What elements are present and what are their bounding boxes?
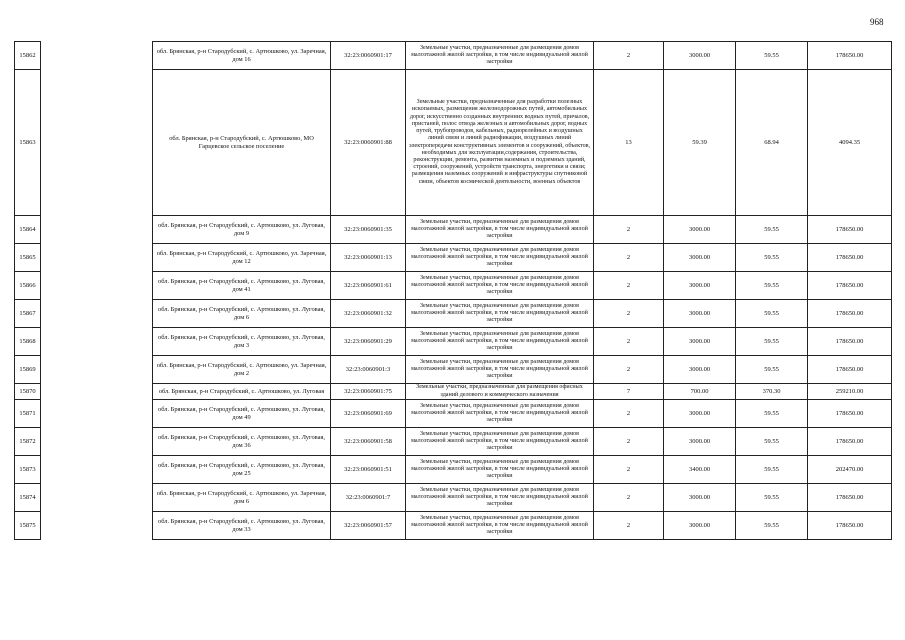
row-group-cell: 2 (594, 512, 664, 540)
table-row (15, 512, 892, 540)
row-gap-cell (41, 400, 153, 428)
row-area-cell: 3400.00 (664, 456, 736, 484)
row-address-cell: обл. Брянская, р-н Стародубский, с. Артюшково, ул. Заречная, дом 16 (153, 42, 331, 70)
row-cadastral-number-cell: 32:23:0060901:58 (331, 428, 406, 456)
row-area-cell: 59.39 (664, 70, 736, 216)
row-land-use-cell: Земельные участки, предназначенные для размещения домов малоэтажной жилой застройки, в том числе индивидуальной жилой застройки (406, 244, 594, 272)
row-area-cell: 3000.00 (664, 512, 736, 540)
row-group-cell: 2 (594, 272, 664, 300)
row-group-cell: 2 (594, 400, 664, 428)
row-address-cell: обл. Брянская, р-н Стародубский, с. Артюшково, ул. Луговая, дом 9 (153, 216, 331, 244)
row-rate-cell: 370.30 (736, 384, 808, 400)
row-id-cell: 15868 (15, 328, 41, 356)
row-area-cell: 3000.00 (664, 328, 736, 356)
row-gap-cell (41, 456, 153, 484)
row-area-cell: 3000.00 (664, 356, 736, 384)
row-value-cell: 178650.00 (808, 272, 892, 300)
row-land-use-cell: Земельные участки, предназначенные для размещения домов малоэтажной жилой застройки, в том числе индивидуальной жилой застройки (406, 42, 594, 70)
row-land-use-cell: Земельные участки, предназначенные для размещения домов малоэтажной жилой застройки, в том числе индивидуальной жилой застройки (406, 400, 594, 428)
row-area-cell: 3000.00 (664, 272, 736, 300)
row-cadastral-number-cell: 32:23:0060901:51 (331, 456, 406, 484)
row-rate-cell: 59.55 (736, 400, 808, 428)
row-area-cell: 3000.00 (664, 244, 736, 272)
row-gap-cell (41, 328, 153, 356)
row-value-cell: 178650.00 (808, 428, 892, 456)
row-address-cell: обл. Брянская, р-н Стародубский, с. Артюшково, ул. Луговая, дом 41 (153, 272, 331, 300)
row-id-cell: 15870 (15, 384, 41, 400)
row-group-cell: 2 (594, 300, 664, 328)
row-group-cell: 2 (594, 484, 664, 512)
row-cadastral-number-cell: 32:23:0060901:88 (331, 70, 406, 216)
row-land-use-cell: Земельные участки, предназначенные для размещения домов малоэтажной жилой застройки, в том числе индивидуальной жилой застройки (406, 456, 594, 484)
row-land-use-cell: Земельные участки, предназначенные для размещения домов малоэтажной жилой застройки, в том числе индивидуальной жилой застройки (406, 356, 594, 384)
row-value-cell: 178650.00 (808, 216, 892, 244)
row-address-cell: обл. Брянская, р-н Стародубский, с. Артюшково, ул. Луговая, дом 36 (153, 428, 331, 456)
row-gap-cell (41, 42, 153, 70)
row-rate-cell: 59.55 (736, 272, 808, 300)
row-value-cell: 178650.00 (808, 328, 892, 356)
row-id-cell: 15875 (15, 512, 41, 540)
row-gap-cell (41, 70, 153, 216)
row-value-cell: 259210.00 (808, 384, 892, 400)
row-address-cell: обл. Брянская, р-н Стародубский, с. Артюшково, ул. Луговая (153, 384, 331, 400)
row-rate-cell: 59.55 (736, 484, 808, 512)
table-row (15, 272, 892, 300)
table-row (15, 428, 892, 456)
row-area-cell: 3000.00 (664, 216, 736, 244)
row-area-cell: 700.00 (664, 384, 736, 400)
row-id-cell: 15864 (15, 216, 41, 244)
row-area-cell: 3000.00 (664, 484, 736, 512)
row-group-cell: 7 (594, 384, 664, 400)
row-land-use-cell: Земельные участки, предназначенные для размещения домов малоэтажной жилой застройки, в том числе индивидуальной жилой застройки (406, 272, 594, 300)
row-group-cell: 2 (594, 428, 664, 456)
row-gap-cell (41, 244, 153, 272)
row-id-cell: 15862 (15, 42, 41, 70)
table-row (15, 244, 892, 272)
row-rate-cell: 68.94 (736, 70, 808, 216)
table-row (15, 484, 892, 512)
row-id-cell: 15871 (15, 400, 41, 428)
row-cadastral-number-cell: 32:23:0060901:3 (331, 356, 406, 384)
row-group-cell: 2 (594, 328, 664, 356)
table-row (15, 328, 892, 356)
row-group-cell: 13 (594, 70, 664, 216)
cadastral-value-table (14, 41, 892, 540)
row-gap-cell (41, 512, 153, 540)
row-rate-cell: 59.55 (736, 216, 808, 244)
row-id-cell: 15872 (15, 428, 41, 456)
row-cadastral-number-cell: 32:23:0060901:61 (331, 272, 406, 300)
row-address-cell: обл. Брянская, р-н Стародубский, с. Артюшково, ул. Луговая, дом 3 (153, 328, 331, 356)
row-group-cell: 2 (594, 42, 664, 70)
row-land-use-cell: Земельные участки, предназначенные для размещения домов малоэтажной жилой застройки, в том числе индивидуальной жилой застройки (406, 512, 594, 540)
row-group-cell: 2 (594, 356, 664, 384)
row-value-cell: 178650.00 (808, 300, 892, 328)
row-land-use-cell: Земельные участки, предназначенные для размещения домов малоэтажной жилой застройки, в том числе индивидуальной жилой застройки (406, 484, 594, 512)
table-row (15, 42, 892, 70)
table-body (15, 42, 892, 540)
row-id-cell: 15865 (15, 244, 41, 272)
table-row (15, 216, 892, 244)
row-rate-cell: 59.55 (736, 42, 808, 70)
row-rate-cell: 59.55 (736, 244, 808, 272)
row-value-cell: 4094.35 (808, 70, 892, 216)
row-value-cell: 178650.00 (808, 484, 892, 512)
row-value-cell: 202470.00 (808, 456, 892, 484)
row-cadastral-number-cell: 32:23:0060901:13 (331, 244, 406, 272)
row-gap-cell (41, 484, 153, 512)
row-id-cell: 15866 (15, 272, 41, 300)
row-gap-cell (41, 300, 153, 328)
row-area-cell: 3000.00 (664, 300, 736, 328)
row-cadastral-number-cell: 32:23:0060901:75 (331, 384, 406, 400)
table-row (15, 300, 892, 328)
row-land-use-cell: Земельные участки, предназначенные для размещения домов малоэтажной жилой застройки, в том числе индивидуальной жилой застройки (406, 300, 594, 328)
row-id-cell: 15874 (15, 484, 41, 512)
row-id-cell: 15867 (15, 300, 41, 328)
row-area-cell: 3000.00 (664, 400, 736, 428)
row-gap-cell (41, 272, 153, 300)
row-area-cell: 3000.00 (664, 42, 736, 70)
row-group-cell: 2 (594, 216, 664, 244)
row-cadastral-number-cell: 32:23:0060901:7 (331, 484, 406, 512)
row-address-cell: обл. Брянская, р-н Стародубский, с. Артюшково, ул. Луговая, дом 6 (153, 300, 331, 328)
row-value-cell: 178650.00 (808, 400, 892, 428)
table-row (15, 356, 892, 384)
row-value-cell: 178650.00 (808, 244, 892, 272)
row-cadastral-number-cell: 32:23:0060901:32 (331, 300, 406, 328)
row-value-cell: 178650.00 (808, 512, 892, 540)
row-rate-cell: 59.55 (736, 428, 808, 456)
row-group-cell: 2 (594, 244, 664, 272)
row-address-cell: обл. Брянская, р-н Стародубский, с. Артюшково, ул. Заречная, дом 12 (153, 244, 331, 272)
row-gap-cell (41, 216, 153, 244)
row-address-cell: обл. Брянская, р-н Стародубский, с. Артюшково, ул. Луговая, дом 25 (153, 456, 331, 484)
row-address-cell: обл. Брянская, р-н Стародубский, с. Артюшково, ул. Луговая, дом 33 (153, 512, 331, 540)
row-land-use-cell: Земельные участки, предназначенные для размещения домов малоэтажной жилой застройки, в том числе индивидуальной жилой застройки (406, 428, 594, 456)
table-row (15, 456, 892, 484)
row-rate-cell: 59.55 (736, 512, 808, 540)
row-address-cell: обл. Брянская, р-н Стародубский, с. Артюшково, МО Гарцевское сельское поселение (153, 70, 331, 216)
row-rate-cell: 59.55 (736, 356, 808, 384)
row-id-cell: 15863 (15, 70, 41, 216)
row-area-cell: 3000.00 (664, 428, 736, 456)
row-land-use-cell: Земельные участки, предназначенные для размещения домов малоэтажной жилой застройки, в том числе индивидуальной жилой застройки (406, 328, 594, 356)
row-cadastral-number-cell: 32:23:0060901:17 (331, 42, 406, 70)
row-land-use-cell: Земельные участки, предназначенные для разработки полезных ископаемых, размещения железнодорожных путей, автомобильных дорог, искусственно созданных внутренних водных путей, причалов, пристаней, полос отвода железных и автомобильных дорог, водных путей, трубопроводов, кабельных, радиорелейных и воздушных линий связи и линий радиофикации, воздушных линий электропередачи конструктивных элементов и сооружений, объектов, необходимых для эксплуатации,содержания, строительства, реконструкции, ремонта, развития наземных и подземных зданий, строений, сооружений, устройств транспорта, энергетики и связи; размещения наземных сооружений и инфраструктуры спутниковой связи, объектов космической деятельности, военных объектов (406, 70, 594, 216)
row-land-use-cell: Земельные участки, предназначенные для размещения офисных зданий делового и коммерческого назначения (406, 384, 594, 400)
row-address-cell: обл. Брянская, р-н Стародубский, с. Артюшково, ул. Заречная, дом 6 (153, 484, 331, 512)
row-address-cell: обл. Брянская, р-н Стародубский, с. Артюшково, ул. Заречная, дом 2 (153, 356, 331, 384)
row-gap-cell (41, 428, 153, 456)
row-cadastral-number-cell: 32:23:0060901:69 (331, 400, 406, 428)
row-gap-cell (41, 384, 153, 400)
row-cadastral-number-cell: 32:23:0060901:35 (331, 216, 406, 244)
row-cadastral-number-cell: 32:23:0060901:57 (331, 512, 406, 540)
row-value-cell: 178650.00 (808, 42, 892, 70)
row-id-cell: 15869 (15, 356, 41, 384)
row-gap-cell (41, 356, 153, 384)
row-rate-cell: 59.55 (736, 328, 808, 356)
row-value-cell: 178650.00 (808, 356, 892, 384)
page-number: 968 (870, 17, 884, 27)
row-id-cell: 15873 (15, 456, 41, 484)
row-address-cell: обл. Брянская, р-н Стародубский, с. Артюшково, ул. Луговая, дом 49 (153, 400, 331, 428)
table-row (15, 70, 892, 216)
row-land-use-cell: Земельные участки, предназначенные для размещения домов малоэтажной жилой застройки, в том числе индивидуальной жилой застройки (406, 216, 594, 244)
table-row (15, 400, 892, 428)
table-row (15, 384, 892, 400)
row-rate-cell: 59.55 (736, 300, 808, 328)
row-group-cell: 2 (594, 456, 664, 484)
row-cadastral-number-cell: 32:23:0060901:29 (331, 328, 406, 356)
row-rate-cell: 59.55 (736, 456, 808, 484)
